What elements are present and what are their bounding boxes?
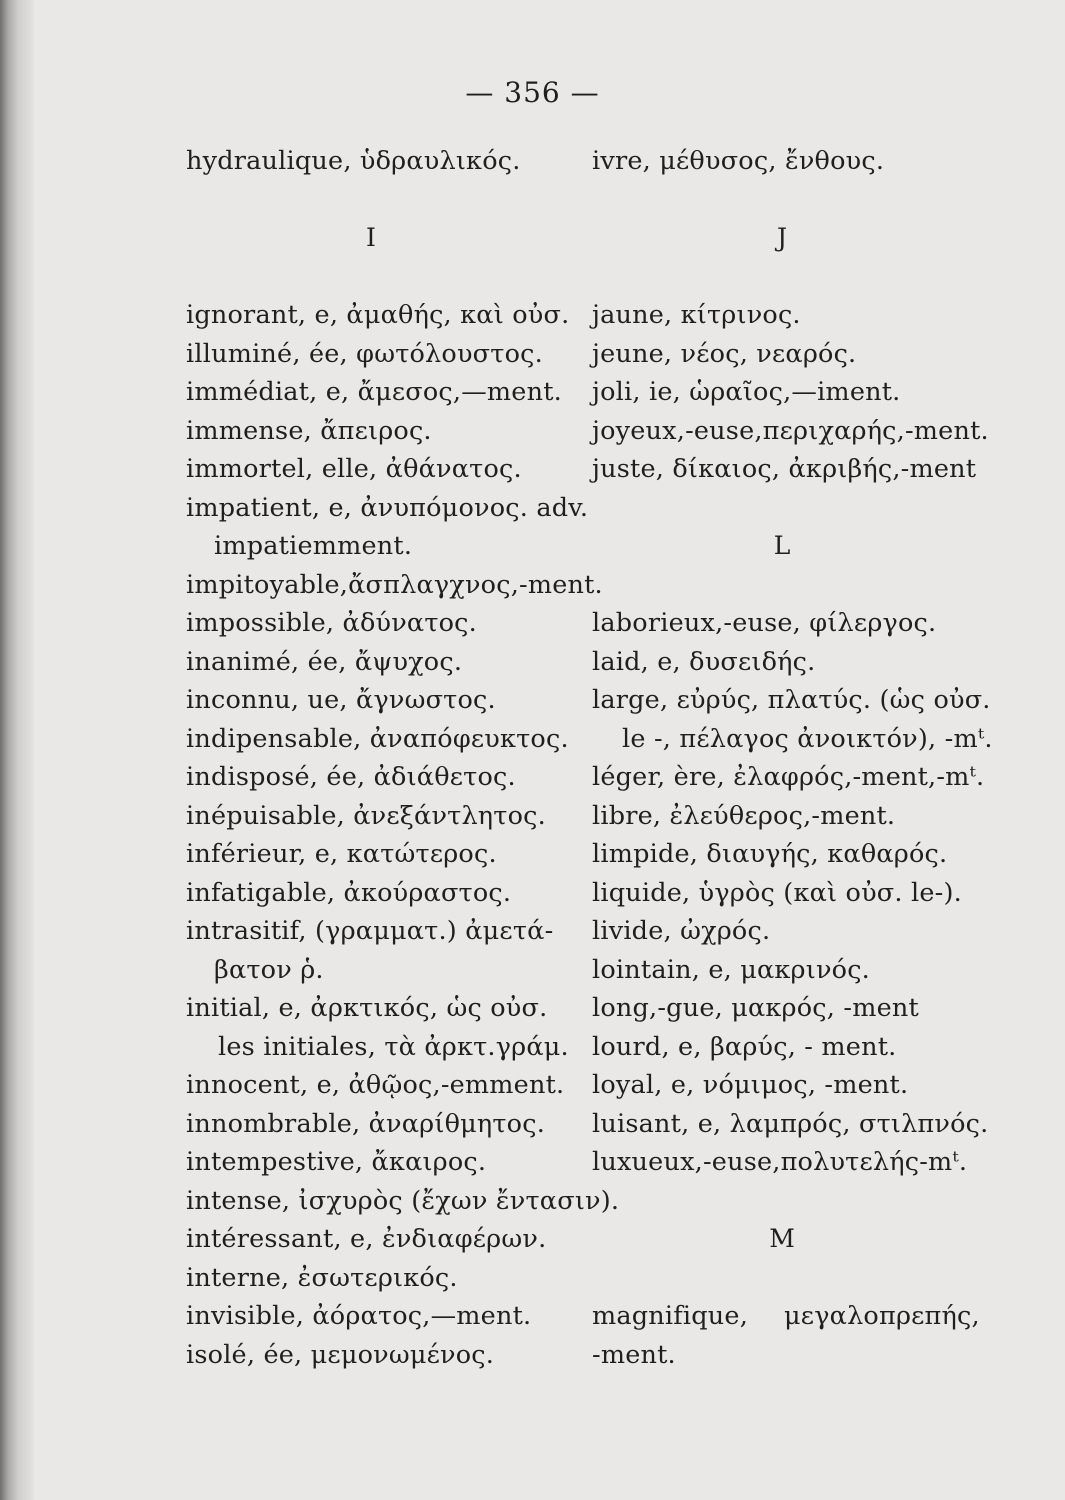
dictionary-entry: lourd, e, βαρύς, - ment.: [592, 1031, 897, 1062]
dictionary-entry: [592, 1297, 1032, 1336]
page-number: — 356 —: [465, 76, 600, 109]
dictionary-entry: livide, ὠχρός.: [592, 916, 771, 946]
dictionary-entry: jaune, κίτρινος.: [592, 300, 801, 330]
dictionary-entry-continuation: -ment.: [592, 1339, 676, 1370]
dictionary-entry: long,-gue, μακρός, -ment: [592, 993, 919, 1023]
dictionary-entry: impitoyable,ἄσπλαγχνος,-ment.: [186, 569, 603, 600]
dictionary-entry: indipensable, ἀναπόφευκτος.: [186, 723, 569, 754]
section-heading-j: J: [776, 223, 788, 252]
dictionary-entry-continuation: βατον ῥ.: [214, 954, 324, 985]
dictionary-entry: juste, δίκαιος, ἀκριβής,-ment: [592, 454, 977, 484]
dictionary-entry: impatient, e, ἀνυπόμονος. adv.: [186, 492, 589, 523]
section-heading-l: L: [773, 531, 791, 560]
left-column: [186, 142, 620, 1374]
dictionary-entry: immédiat, e, ἄμεσος,—ment.: [186, 377, 562, 407]
book-binding-edge: [0, 0, 34, 1500]
dictionary-entry: illuminé, ée, φωτόλουστος.: [186, 338, 543, 369]
dictionary-entry: laid, e, δυσειδής.: [592, 646, 816, 677]
dictionary-entry: ignorant, e, ἀμαθής, καὶ οὐσ.: [186, 300, 570, 330]
section-heading-m: M: [769, 1224, 795, 1253]
dictionary-entry: lointain, e, μακρινός.: [592, 954, 870, 985]
dictionary-entry: invisible, ἀόρατος,—ment.: [186, 1301, 532, 1331]
dictionary-entry: liquide, ὑγρὸς (καὶ οὐσ. le-).: [592, 877, 962, 908]
dictionary-entry: laborieux,-euse, φίλεργος.: [592, 608, 937, 638]
dictionary-entry: indisposé, ée, ἀδιάθετος.: [186, 762, 516, 792]
dictionary-entry: innombrable, ἀναρίθμητος.: [186, 1108, 546, 1139]
dictionary-entry: inanimé, ée, ἄψυχος.: [186, 646, 463, 677]
dictionary-entry: inférieur, e, κατώτερος.: [186, 839, 497, 869]
dictionary-entry: initial, e, ἀρκτικός, ὡς οὐσ.: [186, 993, 548, 1023]
greek-translation: μεγαλοπρεπής,: [784, 1301, 980, 1331]
dictionary-entry-continuation: le -, πέλαγος ἀνοικτόν), -mᵗ.: [622, 723, 993, 754]
dictionary-entry: innocent, e, ἀθῷος,-emment.: [186, 1070, 565, 1100]
dictionary-entry: immortel, elle, ἀθάνατος.: [186, 454, 522, 484]
dictionary-entry: libre, ἐλεύθερος,-ment.: [592, 800, 896, 831]
dictionary-entry: loyal, e, νόμιμος, -ment.: [592, 1070, 909, 1100]
dictionary-entry: inépuisable, ἀνεξάντλητος.: [186, 800, 546, 831]
dictionary-entry: joli, ie, ὡραῖος,—iment.: [592, 377, 901, 407]
dictionary-entry: immense, ἄπειρος.: [186, 415, 432, 446]
dictionary-entry: intense, ἰσχυρὸς (ἔχων ἔντασιν).: [186, 1185, 620, 1216]
dictionary-entry: inconnu, ue, ἄγνωστος.: [186, 685, 496, 715]
dictionary-entry: intempestive, ἄκαιρος.: [186, 1147, 487, 1177]
dictionary-entry: léger, ère, ἐλαφρός,-ment,-mᵗ.: [592, 762, 985, 792]
dictionary-entry: joyeux,-euse,περιχαρής,-ment.: [592, 415, 989, 446]
dictionary-entry: hydraulique, ὑδραυλικός.: [186, 146, 521, 176]
dictionary-entry: isolé, ée, μεμονωμένος.: [186, 1339, 495, 1370]
dictionary-entry: impossible, ἀδύνατος.: [186, 608, 477, 638]
dictionary-entry: intrasitif, (γραμματ.) ἀμετά-: [186, 916, 554, 946]
dictionary-entry-continuation: les initiales, τὰ ἀρκτ.γράμ.: [218, 1031, 569, 1062]
right-column: [592, 142, 1032, 1374]
dictionary-entry: intéressant, e, ἐνδιαφέρων.: [186, 1224, 547, 1254]
section-heading-i: I: [366, 223, 376, 252]
dictionary-entry: interne, ἐσωτερικός.: [186, 1262, 458, 1293]
dictionary-entry: jeune, νέος, νεαρός.: [592, 338, 857, 369]
headword: magnifique,: [592, 1301, 749, 1331]
dictionary-entry: limpide, διαυγής, καθαρός.: [592, 839, 948, 869]
dictionary-entry: ivre, μέθυσος, ἔνθους.: [592, 146, 885, 176]
dictionary-entry: large, εὐρύς, πλατύς. (ὡς οὐσ.: [592, 685, 991, 715]
dictionary-entry: luxueux,-euse,πολυτελής-mᵗ.: [592, 1147, 968, 1177]
dictionary-entry: infatigable, ἀκούραστος.: [186, 877, 512, 908]
dictionary-entry: luisant, e, λαμπρός, στιλπνός.: [592, 1108, 989, 1139]
dictionary-entry-continuation: impatiemment.: [214, 531, 413, 561]
